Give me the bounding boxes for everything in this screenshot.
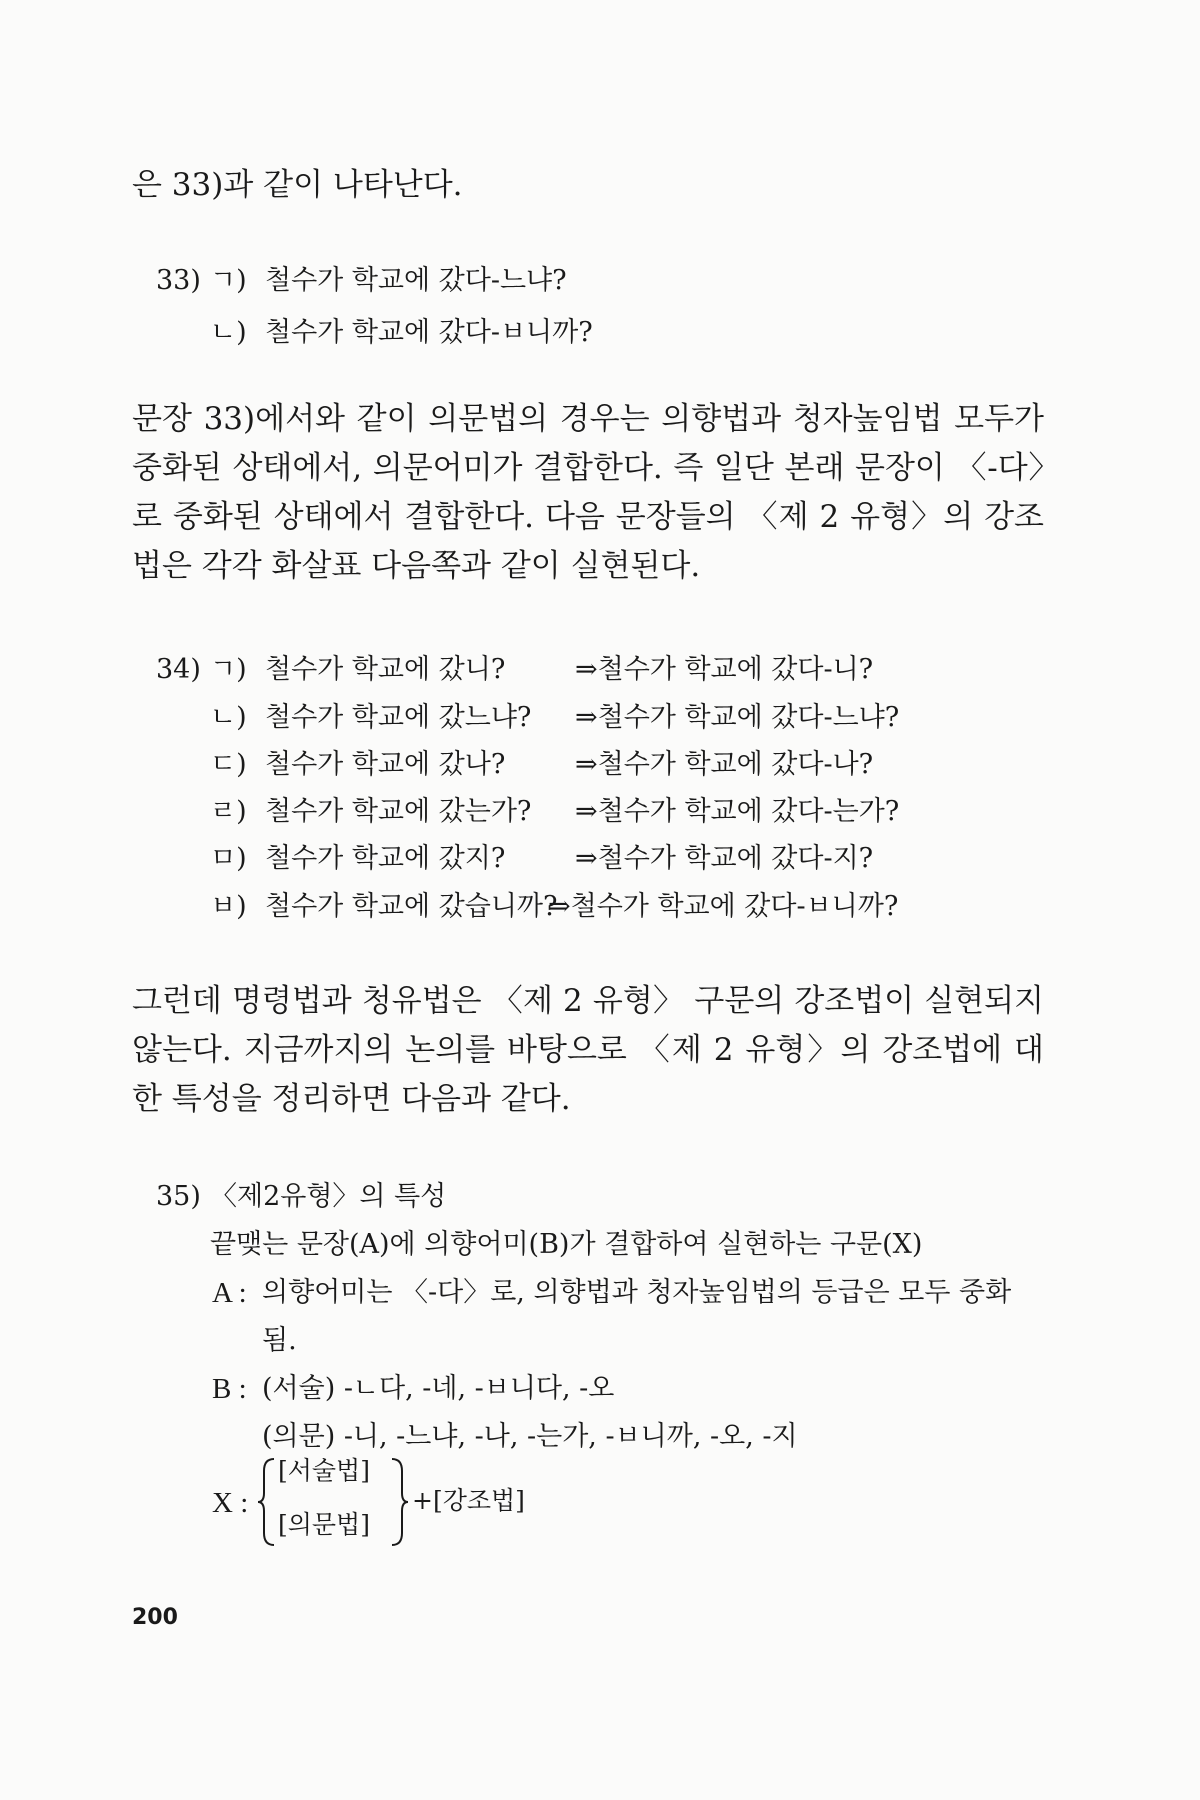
property-x-label: X : <box>212 1487 249 1519</box>
example-sentence: 철수가 학교에 갔나? <box>265 749 506 780</box>
property-x-formula <box>212 1453 592 1553</box>
example-sentence: 철수가 학교에 갔다-느냐? <box>265 265 567 296</box>
right-brace-icon <box>388 1457 410 1547</box>
example-number: 35) <box>156 1181 201 1212</box>
example-definition: 끝맺는 문장(A)에 의향어미(B)가 결합하여 실현하는 구문(X) <box>210 1229 923 1260</box>
example-label: ㄱ) <box>210 265 247 296</box>
property-b-label: B : <box>212 1373 247 1405</box>
example-label: ㅂ) <box>210 891 247 922</box>
example-number: 33) <box>156 265 201 296</box>
example-sentence: 철수가 학교에 갔니? <box>265 654 506 685</box>
example-sentence: 철수가 학교에 갔다-ㅂ니까? <box>265 317 593 348</box>
example-result: ⇒철수가 학교에 갔다-느냐? <box>575 702 900 733</box>
left-brace-icon <box>256 1457 278 1547</box>
example-label: ㅁ) <box>210 843 247 874</box>
body-paragraph: 문장 33)에서와 같이 의문법의 경우는 의향법과 청자높임법 모두가 중화된 상태에서, 의문어미가 결합한다. 즉 일단 본래 문장이 〈-다〉로 중화된 상태에서 결합한다. 다음 문장들의 〈제 2 유형〉의 강조법은 각각 화살표 다음쪽과 같이 실현된다. <box>132 401 1044 584</box>
example-label: ㄴ) <box>210 702 247 733</box>
example-label: ㄷ) <box>210 749 247 780</box>
property-x-bottom: [의문법] <box>278 1510 370 1539</box>
example-sentence: 철수가 학교에 갔습니까? <box>265 891 558 922</box>
example-number: 34) <box>156 654 201 685</box>
example-result: ⇒철수가 학교에 갔다-는가? <box>575 796 900 827</box>
property-a-label: A : <box>212 1277 247 1309</box>
example-result: ⇒철수가 학교에 갔다-니? <box>575 654 874 685</box>
example-result: ⇒철수가 학교에 갔다-지? <box>575 843 874 874</box>
property-b-declarative: (서술) -ㄴ다, -네, -ㅂ니다, -오 <box>262 1373 615 1404</box>
example-label: ㄱ) <box>210 654 247 685</box>
example-sentence: 철수가 학교에 갔는가? <box>265 796 532 827</box>
example-label: ㄹ) <box>210 796 247 827</box>
property-x-plus: +[강조법] <box>412 1486 525 1515</box>
example-result: ⇒철수가 학교에 갔다-나? <box>575 749 874 780</box>
property-a-continuation: 됨. <box>262 1325 297 1356</box>
body-paragraph: 그런데 명령법과 청유법은 〈제 2 유형〉 구문의 강조법이 실현되지 않는다. 지금까지의 논의를 바탕으로 〈제 2 유형〉의 강조법에 대한 특성을 정리하면 다음과 같다. <box>132 983 1044 1117</box>
continuation-line: 은 33)과 같이 나타난다. <box>132 167 463 203</box>
property-x-top: [서술법] <box>278 1456 370 1485</box>
page-number: 200 <box>132 1605 178 1630</box>
example-sentence: 철수가 학교에 갔지? <box>265 843 506 874</box>
example-sentence: 철수가 학교에 갔느냐? <box>265 702 532 733</box>
example-title: 〈제2유형〉의 특성 <box>210 1181 447 1212</box>
property-b-interrogative: (의문) -니, -느냐, -나, -는가, -ㅂ니까, -오, -지 <box>262 1421 798 1452</box>
property-a-text: 의향어미는 〈-다〉로, 의향법과 청자높임법의 등급은 모두 중화 <box>262 1277 1012 1308</box>
example-label: ㄴ) <box>210 317 247 348</box>
example-result: ⇒철수가 학교에 갔다-ㅂ니까? <box>548 891 899 922</box>
